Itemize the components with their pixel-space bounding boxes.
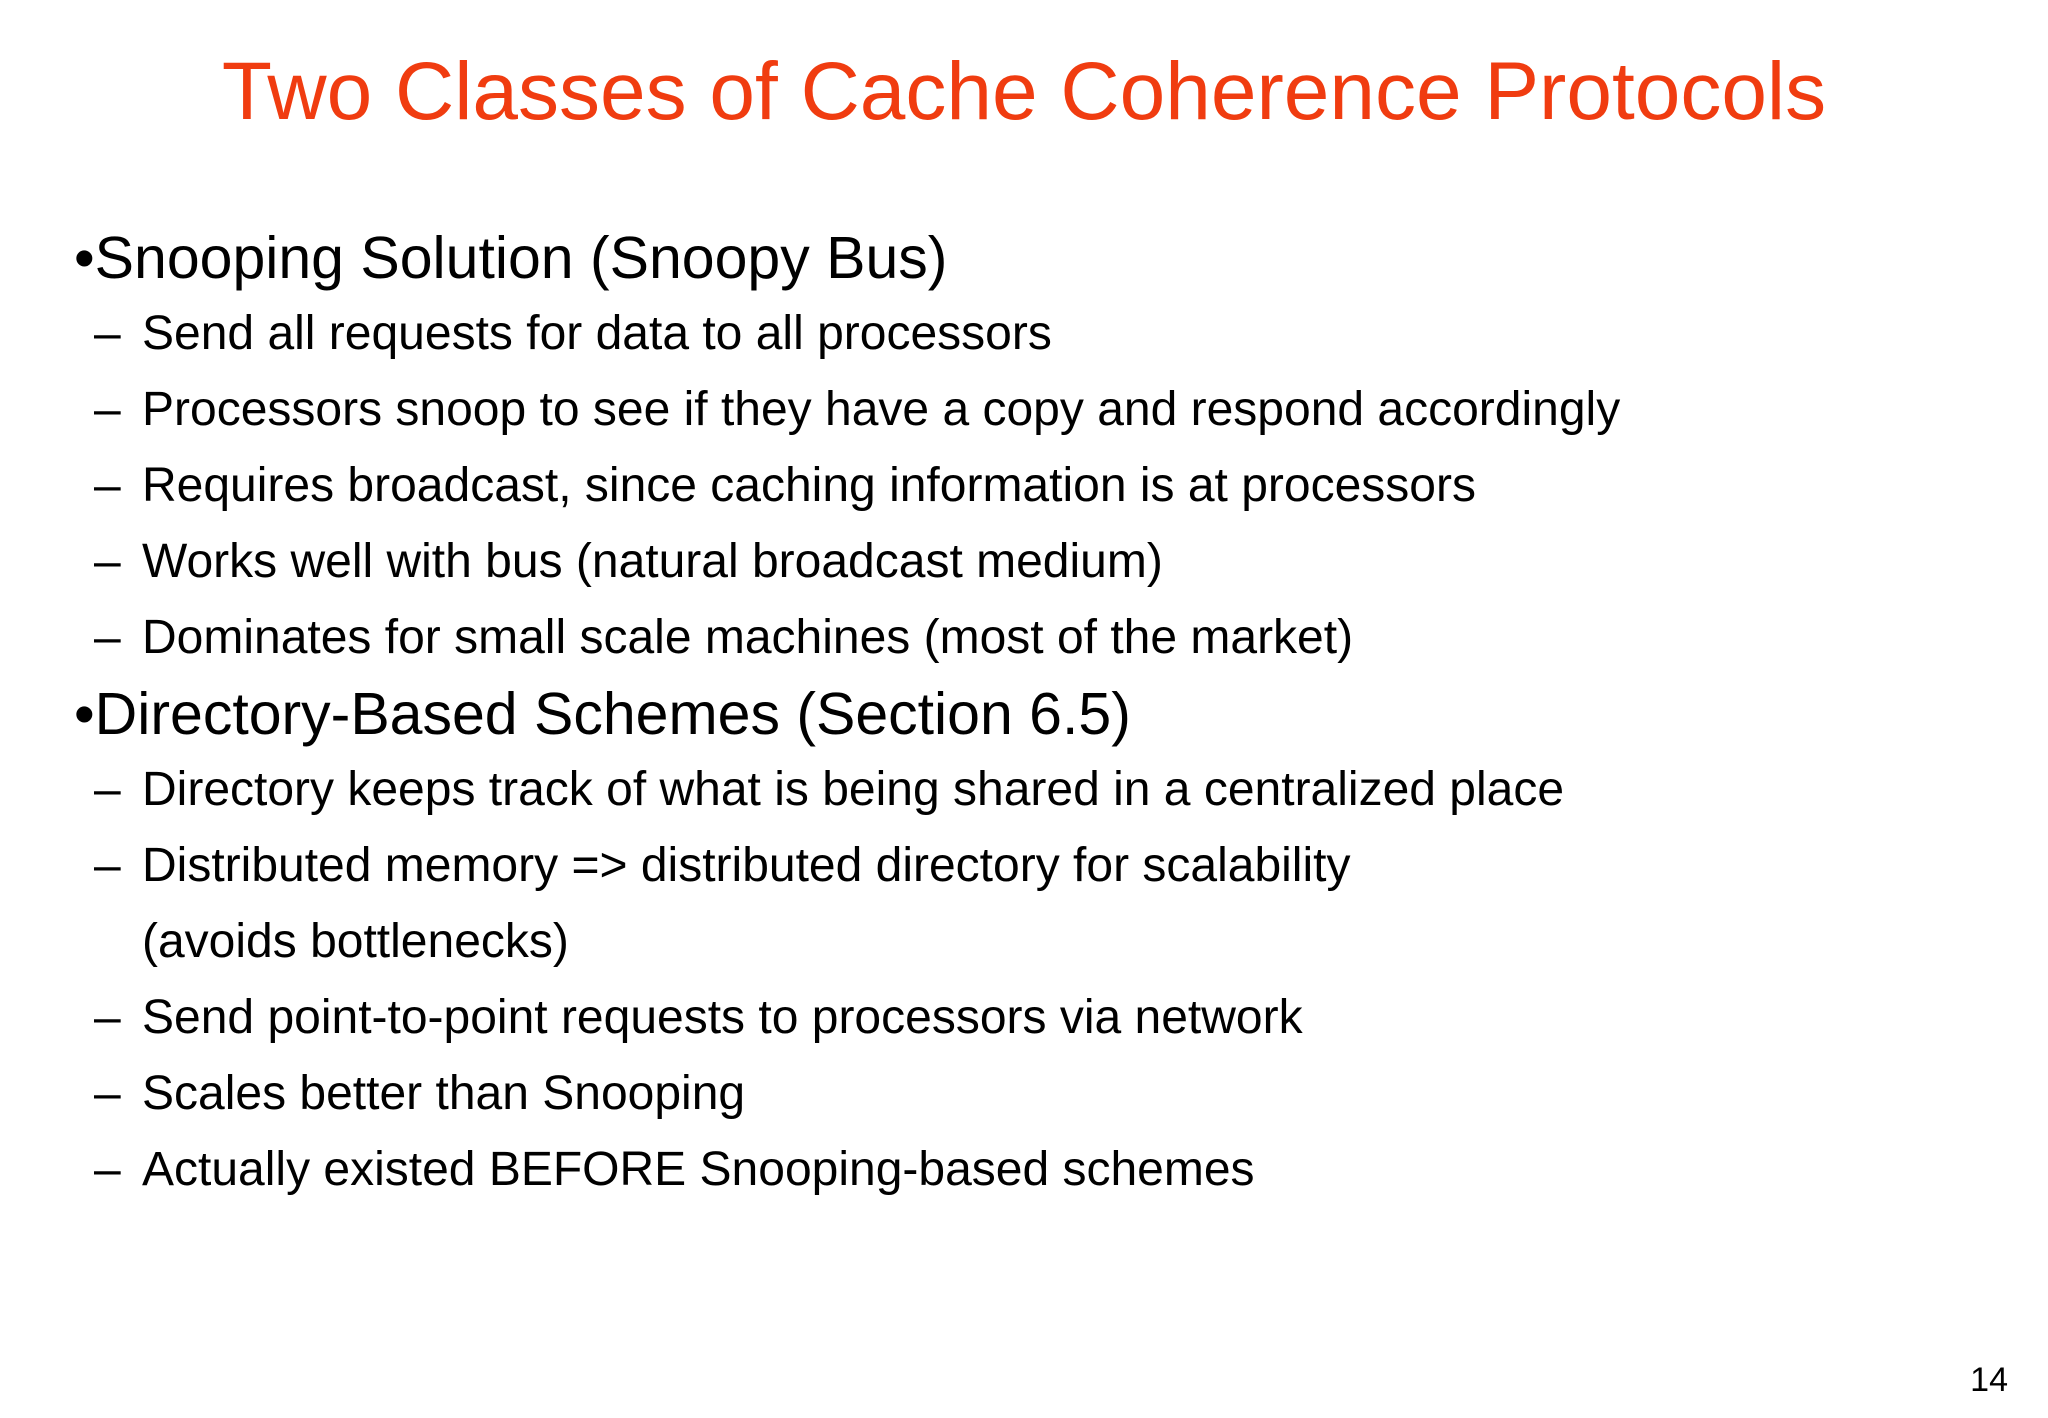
sub-bullet [74,1056,1974,1132]
bullet-snooping: •Snooping Solution (Snoopy Bus) [74,225,948,291]
slide-title: Two Classes of Cache Coherence Protocols [221,46,1827,137]
sub-bullet-text: Processors snoop to see if they have a copy and respond accordingly [142,383,1621,436]
sub-bullet [74,372,1974,448]
sub-bullet [74,980,1974,1056]
dash-marker: – [94,535,121,588]
sub-bullet-text: Scales better than Snooping [142,1067,746,1120]
sub-bullet [74,448,1974,524]
dash-marker: – [94,611,121,664]
sub-bullet-text: Actually existed BEFORE Snooping-based schemes [142,1143,1255,1196]
dash-marker: – [94,1143,121,1196]
sub-bullet [74,296,1974,372]
sub-bullet [74,524,1974,600]
slide-body [74,220,1974,1208]
sub-bullet-continuation [74,904,1974,980]
sub-bullet [74,600,1974,676]
sub-bullet-text: Send point-to-point requests to processors via network [142,991,1303,1044]
sub-bullet [74,1132,1974,1208]
dash-marker: – [94,307,121,360]
sub-bullet-text: Directory keeps track of what is being shared in a centralized place [142,763,1565,816]
sub-bullet-text: Works well with bus (natural broadcast medium) [142,535,1163,588]
page-number: 14 [1970,1361,2008,1399]
sub-bullet-text: Dominates for small scale machines (most of the market) [142,611,1354,664]
sub-bullet-text: Send all requests for data to all processors [142,307,1052,360]
dash-marker: – [94,459,121,512]
dash-marker: – [94,991,121,1044]
dash-marker: – [94,383,121,436]
sub-bullet-text: (avoids bottlenecks) [142,915,569,968]
dash-marker: – [94,839,121,892]
dash-marker: – [94,1067,121,1120]
sub-bullet-text: Distributed memory => distributed directory for scalability [142,839,1351,892]
bullet-directory: •Directory-Based Schemes (Section 6.5) [74,681,1131,747]
sub-bullet [74,828,1974,904]
dash-marker: – [94,763,121,816]
sub-bullet [74,752,1974,828]
sub-bullet-text: Requires broadcast, since caching information is at processors [142,459,1476,512]
